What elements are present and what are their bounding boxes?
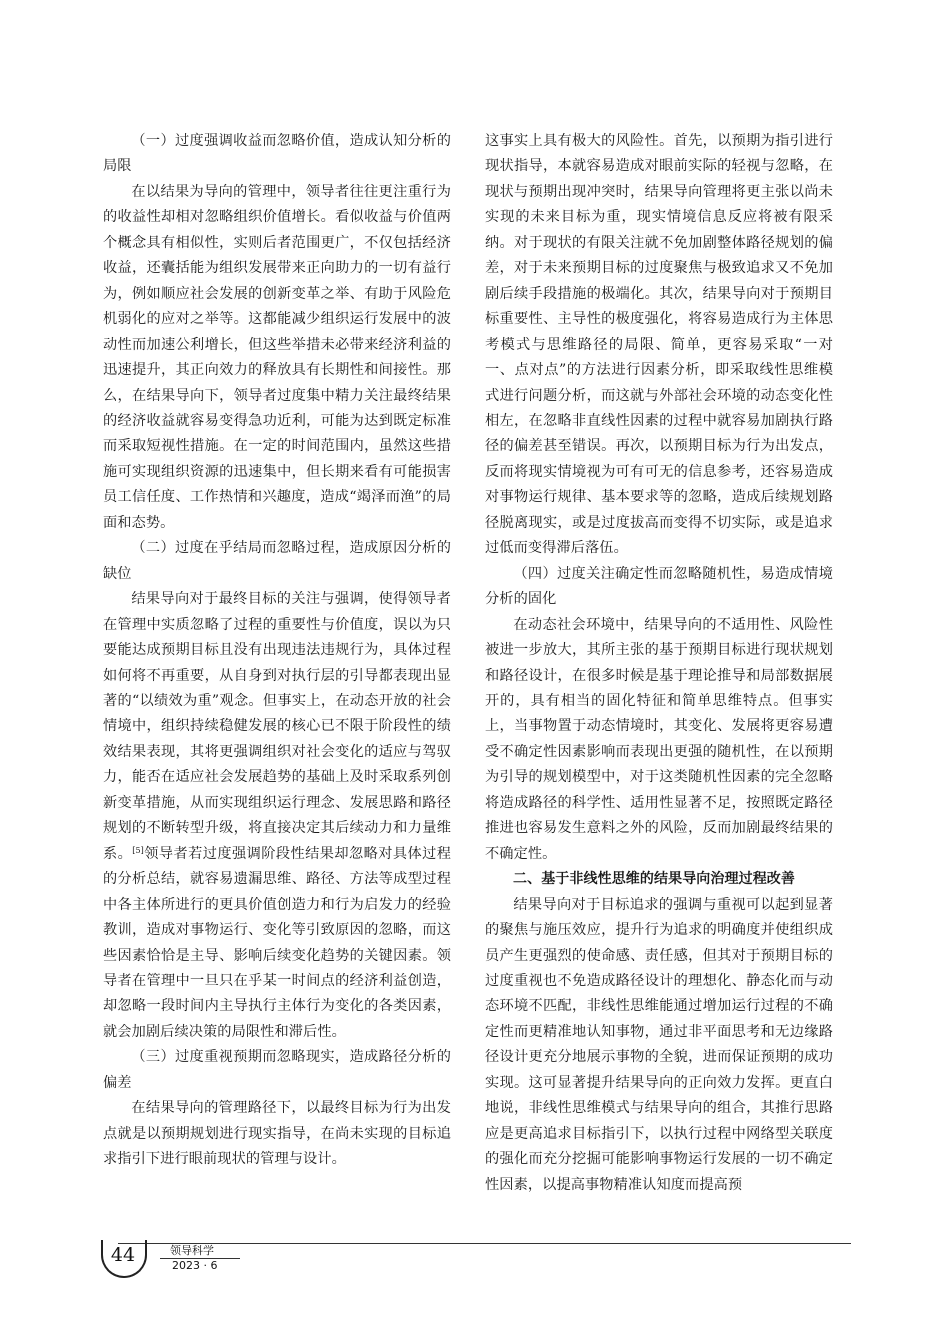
paragraph-1: 在以结果为导向的管理中，领导者往往更注重行为的收益性却相对忽略组织价值增长。看似收益与价值两个概念具有相似性，实则后者范围更广，不仅包括经济收益，还囊括能为组织发展带来正向助力的一切有益行为，例如顺应社会发展的创新变革之举、有助于风险危机弱化的应对之举等。这都能减少组织运行发展中的波动性而加速公利增长，但这些举措未必带来经济利益的迅速提升，其正向效力的释放具有长期性和间接性。那么，在结果导向下，领导者过度集中精力关注最终结果的经济收益就容易变得急功近利，可能为达到既定标准而采取短视性措施。在一定的时间范围内，虽然这些措施可实现组织资源的迅速集中，但长期来看有可能损害员工信任度、工作热情和兴趣度，造成“竭泽而渔”的局面和态势。 [103,183,451,531]
paragraph-3-continued: 这事实上具有极大的风险性。首先，以预期为指引进行现状指导，本就容易造成对眼前实际的轻视与忽略，在现状与预期出现冲突时，结果导向管理将更主张以尚未实现的未来目标为重，现实情境信息反应将被有限采纳。对于现状的有限关注就不免加剧整体路径规划的偏差，对于未来预期目标的过度聚焦与极致追求又不免加剧后续手段措施的极端化。其次，结果导向对于预期目标重要性、主导性的极度强化，将容易造成行为主体思考模式与思维路径的局限、简单，更容易采取“一对一、点对点”的方法进行因素分析，即采取线性思维模式进行问题分析，而这就与外部社会环境的动态变化性相左，在忽略非直线性因素的过程中就容易加剧执行路径的偏差甚至错误。再次，以预期目标为行为出发点，反而将现实情境视为可有可无的信息参考，还容易造成对事物运行规律、基本要求等的忽略，造成后续规划路径脱离现实，或是过度拔高而变得不切实际，或是追求过低而变得滞后落伍。 [485,133,833,557]
journal-name: 领导科学 [170,1244,214,1257]
subheading-4: （四）过度关注确定性而忽略随机性，易造成情境分析的固化 [485,565,833,608]
paragraph-3: 在结果导向的管理路径下，以最终目标为行为出发点就是以预期规划进行现实指导，在尚未实现的目标追求指引下进行眼前现状的管理与设计。 [103,1100,451,1168]
issue-label: 2023 · 6 [172,1259,218,1272]
footer-rule [118,1243,851,1244]
subheading-2: （二）过度在乎结局而忽略过程，造成原因分析的缺位 [103,540,451,582]
paragraph-4: 在动态社会环境中，结果导向的不适用性、风险性被进一步放大，其所主张的基于预期目标进行现状规划和路径设计，在很多时候是基于理论推导和局部数据展开的，具有相当的固化特征和简单思维特点。但事实上，当事物置于动态情境时，其变化、发展将更容易遭受不确定性因素影响而表现出更强的随机性，在以预期为引导的规划模型中，对于这类随机性因素的完全忽略将造成路径的科学性、适用性显著不足，按照既定路径推进也容易发生意料之外的风险，反而加剧最终结果的不确定性。 [485,616,833,862]
paragraph-2-before: 结果导向对于最终目标的关注与强调，使得领导者在管理中实质忽略了过程的重要性与价值度，误以为只要能达成预期目标且没有出现违法违规行为，具体过程如何将不再重要，从自身到对执行层的引导都表现出显著的“以绩效为重”观念。但事实上，在动态开放的社会情境中，组织持续稳健发展的核心已不限于阶段性的绩效结果表现，其将更强调组织对社会变化的适应与驾驭力，能否在适应社会发展趋势的基础上及时采取系列创新变革措施，从而实现组织运行理念、发展思路和路径规划的不断转型升级，将直接决定其后续动力和力量维系。 [103,591,451,862]
right-column [485,129,833,1198]
subheading-3: （三）过度重视预期而忽略现实，造成路径分析的偏差 [103,1049,451,1091]
paragraph-2 [103,587,451,1045]
left-column [103,129,451,1173]
citation-ref: [5] [132,845,144,855]
subheading-1: （一）过度强调收益而忽略价值，造成认知分析的局限 [103,133,451,175]
paragraph-5: 结果导向对于目标追求的强调与重视可以起到显著的聚焦与施压效应，提升行为追求的明确度并使组织成员产生更强烈的使命感、责任感，但其对于预期目标的过度重视也不免造成路径设计的理想化、静态化而与动态环境不匹配，非线性思维能通过增加运行过程的不确定性而更精准地认知事物，通过非平面思考和无边缘路径设计更充分地展示事物的全貌，进而保证预期的成功实现。这可显著提升结果导向的正向效力发挥。更直白地说，非线性思维模式与结果导向的组合，其推行思路应是更高追求目标指引下，以执行过程中网络型关联度的强化而充分挖掘可能影响事物运行发展的一切不确定性因素，以提高事物精准认知度而提高预 [485,896,833,1193]
paragraph-2-after: 领导者若过度强调阶段性结果却忽略对具体过程的分析总结，就容易遗漏思维、路径、方法等成型过程中各主体所进行的更具价值创造力和行为启发力的经验教训，造成对事物运行、变化等引致原因的忽略，而这些因素恰恰是主导、影响后续变化趋势的关键因素。领导者在管理中一旦只在乎某一时间点的经济利益创造，却忽略一段时间内主导执行主体行为变化的各类因素，就会加剧后续决策的局限性和滞后性。 [103,845,451,1040]
section-heading: 二、基于非线性思维的结果导向治理过程改善 [513,871,795,888]
page-number: 44 [110,1244,136,1266]
